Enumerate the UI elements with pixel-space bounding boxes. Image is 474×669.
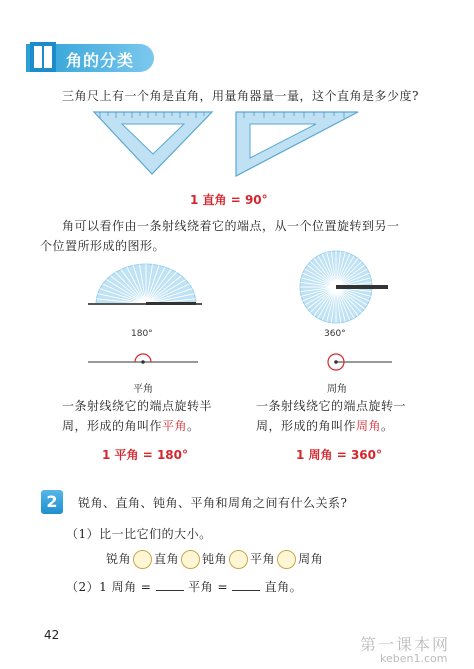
exercise-part1-label: （1）比一比它们的大小。 (66, 527, 212, 541)
compare-item: 平角 (250, 552, 276, 566)
compare-slot[interactable] (133, 550, 152, 569)
compare-slot[interactable] (229, 550, 248, 569)
straight-angle-term: 平角 (162, 419, 188, 433)
round-angle-term: 周角 (356, 419, 382, 433)
definition-line-1: 角可以看作由一条射线绕着它的端点，从一个位置旋转到另一 (62, 219, 400, 233)
exercise-part2: （2）1 周角 = 平角 = 直角。 (66, 580, 303, 594)
exercise-question: 锐角、直角、钝角、平角和周角之间有什么关系? (78, 496, 348, 510)
straight-angle-diagram (88, 348, 198, 378)
straight-angle-fan (88, 262, 202, 308)
compare-item: 周角 (298, 552, 324, 566)
answer-blank[interactable] (232, 578, 260, 591)
round-angle-degree-label: 360° (324, 329, 346, 339)
section-title: 角的分类 (66, 51, 135, 70)
straight-angle-desc-line-2: 周，形成的角叫作平角。 (62, 419, 200, 433)
watermark-url: keben1.com (380, 652, 448, 665)
compare-slot[interactable] (277, 550, 296, 569)
compare-slot[interactable] (181, 550, 200, 569)
watermark-text: 第一课本网 (360, 635, 451, 654)
straight-angle-degree-label: 180° (131, 329, 153, 339)
straight-angle-desc-line-1: 一条射线绕它的端点旋转半 (62, 399, 213, 413)
straight-angle-equation: 1 平角 = 180° (102, 448, 188, 462)
straight-angle-caption: 平角 (133, 384, 153, 395)
compare-item: 钝角 (202, 552, 228, 566)
set-square-left (92, 108, 214, 178)
round-angle-caption: 周角 (327, 384, 347, 395)
round-angle-fan (298, 246, 390, 330)
round-angle-equation: 1 周角 = 360° (296, 448, 382, 462)
exercise-number-badge: 2 (41, 490, 63, 514)
book-icon (30, 40, 56, 74)
right-angle-equation: 1 直角 = 90° (190, 193, 268, 207)
page-number: 42 (44, 628, 60, 642)
round-angle-desc-line-2: 周，形成的角叫作周角。 (256, 419, 394, 433)
answer-blank[interactable] (156, 578, 184, 591)
round-angle-desc-line-1: 一条射线绕它的端点旋转一 (256, 399, 407, 413)
set-square-right (232, 108, 360, 178)
compare-item: 直角 (154, 552, 180, 566)
compare-item: 锐角 (106, 552, 132, 566)
intro-question: 三角尺上有一个角是直角，用量角器量一量，这个直角是多少度? (62, 89, 419, 103)
definition-line-2: 个位置所形成的图形。 (40, 239, 166, 253)
comparison-row (106, 549, 323, 569)
round-angle-diagram (322, 348, 392, 378)
